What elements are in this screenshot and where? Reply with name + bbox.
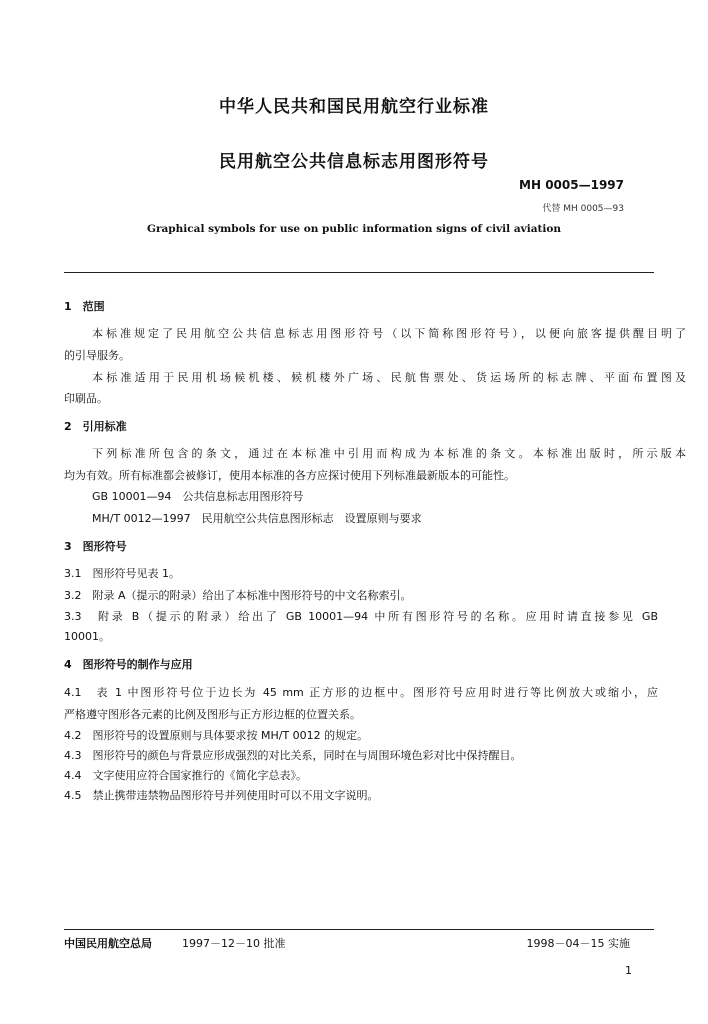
clause-3-3-line-2: 10001。 — [64, 630, 110, 643]
section-1-heading: 1 范围 — [64, 300, 105, 313]
clause-4-2: 4.2 图形符号的设置原则与具体要求按 MH/T 0012 的规定。 — [64, 729, 369, 742]
section-2-paragraph-line-2: 均为有效。所有标准都会被修订，使用本标准的各方应探讨使用下列标准最新版本的可能性。 — [64, 469, 515, 482]
section-2-paragraph-line-1: 下列标准所包含的条文，通过在本标准中引用而构成为本标准的条文。本标准出版时，所示版本 — [92, 447, 686, 460]
section-4-heading: 4 图形符号的制作与应用 — [64, 658, 193, 671]
footer-divider — [64, 929, 654, 930]
replaces-standard: 代替 MH 0005—93 — [542, 204, 624, 214]
clause-4-4: 4.4 文字使用应符合国家推行的《简化字总表》。 — [64, 769, 307, 782]
clause-4-5: 4.5 禁止携带违禁物品图形符号并列使用时可以不用文字说明。 — [64, 789, 379, 802]
header-divider — [64, 272, 654, 273]
section-1-paragraph-2-line-2: 印刷品。 — [64, 392, 108, 405]
document-title: 民用航空公共信息标志用图形符号 — [219, 152, 489, 172]
section-1-paragraph-1-line-1: 本标准规定了民用航空公共信息标志用图形符号（以下简称图形符号），以便向旅客提供醒目明了 — [92, 327, 686, 340]
clause-3-3-line-1: 3.3 附录 B（提示的附录）给出了 GB 10001—94 中所有图形符号的名称。应用时请直接参见 GB — [64, 610, 658, 623]
page-number: 1 — [625, 964, 632, 977]
issuing-authority: 中国民用航空总局 — [64, 937, 152, 950]
standard-category-title: 中华人民共和国民用航空行业标准 — [219, 97, 489, 117]
section-2-heading: 2 引用标准 — [64, 420, 127, 433]
standard-number: MH 0005—1997 — [519, 178, 624, 192]
clause-4-1-line-2: 严格遵守图形各元素的比例及图形与正方形边框的位置关系。 — [64, 708, 361, 721]
section-3-heading: 3 图形符号 — [64, 540, 127, 553]
english-title: Graphical symbols for use on public information signs of civil aviation — [147, 223, 561, 235]
section-1-paragraph-2-line-1: 本标准适用于民用机场候机楼、候机楼外广场、民航售票处、货运场所的标志牌、平面布置图及 — [92, 371, 686, 384]
reference-mh-t-0012: MH/T 0012—1997 民用航空公共信息图形标志 设置原则与要求 — [92, 512, 422, 525]
section-1-paragraph-1-line-2: 的引导服务。 — [64, 349, 130, 362]
clause-4-3: 4.3 图形符号的颜色与背景应形成强烈的对比关系，同时在与周围环境色彩对比中保持醒目。 — [64, 749, 522, 762]
clause-4-1-line-1: 4.1 表 1 中图形符号位于边长为 45 mm 正方形的边框中。图形符号应用时进行等比例放大或缩小，应 — [64, 686, 658, 699]
clause-3-2: 3.2 附录 A（提示的附录）给出了本标准中图形符号的中文名称索引。 — [64, 589, 412, 602]
approval-date: 1997－12－10 批准 — [182, 937, 286, 950]
clause-3-1: 3.1 图形符号见表 1。 — [64, 567, 180, 580]
effective-date: 1998－04－15 实施 — [526, 937, 630, 950]
reference-gb-10001: GB 10001—94 公共信息标志用图形符号 — [92, 490, 304, 503]
